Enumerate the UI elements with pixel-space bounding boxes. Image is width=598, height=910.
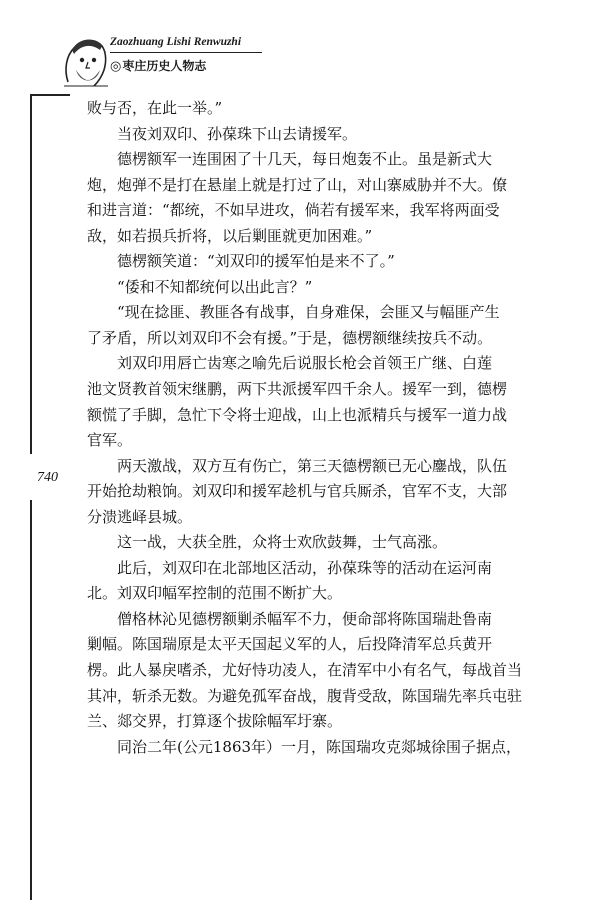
text-line: 德楞额军一连围困了十几天，每日炮轰不止。虽是新式大 (117, 150, 493, 169)
text-line: 北。刘双印幅军控制的范围不断扩大。 (87, 584, 343, 603)
text-line: 和进言道：“都统，不如早进攻，倘若有援军来，我军将两面受 (87, 201, 500, 220)
text-line: 额慌了手脚，急忙下令将士迎战，山上也派精兵与援军一道力战 (87, 405, 508, 424)
author-portrait-icon (60, 30, 110, 88)
text-line: 敌，如若损兵折将，以后剿匪就更加困难。” (87, 226, 373, 245)
header-rule (110, 52, 262, 53)
series-title-chinese-text: 枣庄历史人物志 (122, 59, 207, 73)
text-line: 楞。此人暴戾嗜杀，尤好恃功凌人，在清军中小有名气，每战首当 (87, 661, 523, 680)
text-line: 僧格林沁见德楞额剿杀幅军不力，便命部将陈国瑞赴鲁南 (117, 609, 493, 628)
text-line: 败与否，在此一举。” (87, 99, 223, 117)
text-line: 同治二年(公元1863年）一月，陈国瑞攻克郯城徐围子据点， (117, 737, 522, 756)
body-text (87, 96, 561, 760)
page-number: 740 (37, 470, 58, 485)
text-line: “倭和不知都统何以出此言？” (117, 277, 313, 296)
text-line: 德楞额笑道：“刘双印的援军怕是来不了。” (117, 252, 395, 271)
series-title-chinese (110, 57, 206, 74)
text-line: 当夜刘双印、孙葆珠下山去请援军。 (117, 124, 358, 143)
margin-rule-upper (30, 94, 32, 454)
series-mark: ◎ (110, 59, 122, 74)
text-line: 分溃逃峄县城。 (87, 507, 193, 526)
text-line: 开始抢劫粮饷。刘双印和援军趁机与官兵厮杀，官军不支，大部 (87, 482, 508, 501)
text-line: 两天激战，双方互有伤亡，第三天德楞额已无心鏖战，队伍 (117, 456, 508, 475)
text-line: 炮，炮弹不是打在悬崖上就是打过了山，对山寨威胁并不大。僚 (87, 175, 508, 194)
text-line: 兰、郯交界，打算逐个拔除幅军圩寨。 (87, 712, 343, 731)
series-title-latin: Zaozhuang Lishi Renwuzhi (110, 36, 242, 48)
text-line: 了矛盾，所以刘双印不会有援。”于是，德楞额继续按兵不动。 (87, 328, 493, 347)
text-line: 其冲，斩杀无数。为避免孤军奋战，腹背受敌，陈国瑞先率兵屯驻 (87, 686, 523, 705)
text-line: “现在捻匪、教匪各有战事，自身难保，会匪又与幅匪产生 (117, 303, 500, 322)
margin-rule-lower (30, 500, 32, 900)
margin-bracket (30, 94, 70, 96)
text-line: 刘双印用唇亡齿寒之喻先后说服长枪会首领王广继、白莲 (117, 354, 493, 373)
text-line: 此后，刘双印在北部地区活动，孙葆珠等的活动在运河南 (117, 558, 493, 577)
text-line: 剿幅。陈国瑞原是太平天国起义军的人，后投降清军总兵黄开 (87, 635, 493, 654)
text-line: 官军。 (87, 431, 133, 450)
text-line: 池文贤教首领宋继鹏，两下共派援军四千余人。援军一到，德楞 (87, 380, 508, 399)
text-line: 这一战，大获全胜，众将士欢欣鼓舞，士气高涨。 (117, 533, 448, 552)
running-header (60, 30, 280, 90)
